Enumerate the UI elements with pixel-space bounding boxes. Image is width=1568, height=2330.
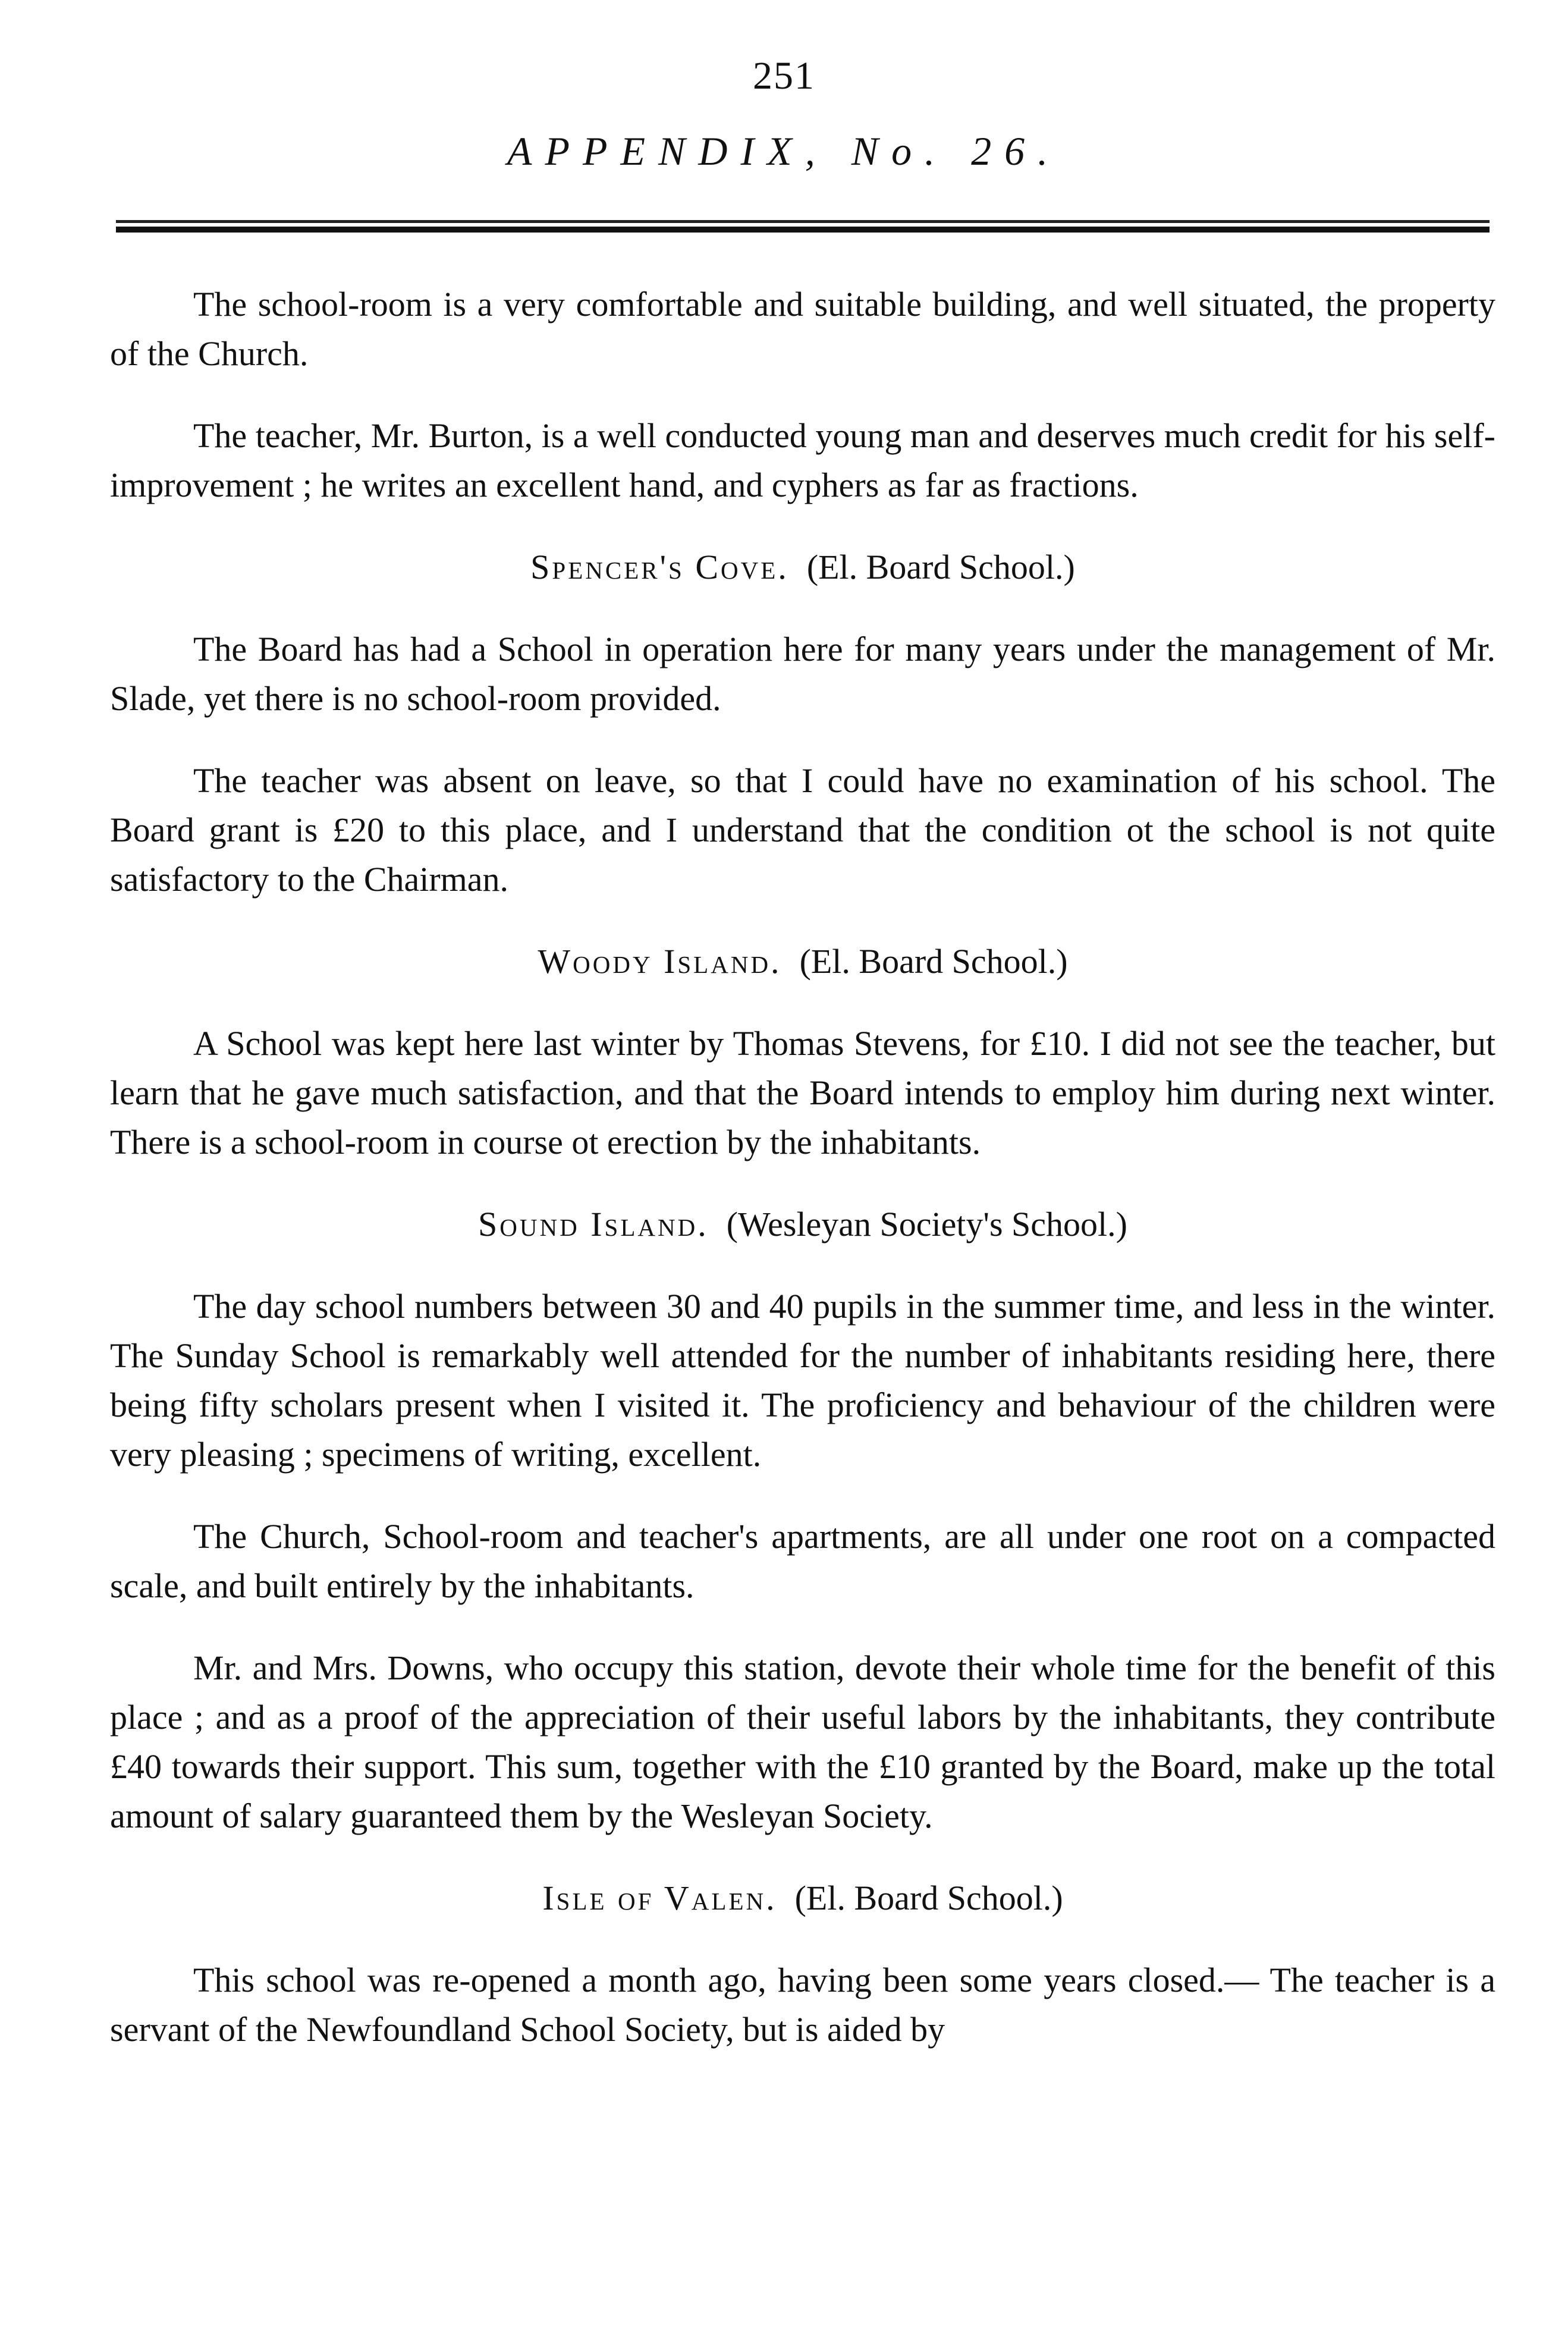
page-number: 251 <box>753 54 815 98</box>
heading-place: Sound Island. <box>478 1205 709 1243</box>
paragraph-church-school-room: The Church, School-room and teacher's apartments, are all under one root on a compacted scale, and built entirely by the inhabitants. <box>110 1517 1495 1605</box>
heading-school-type: (El. Board School.) <box>806 548 1075 586</box>
appendix-title: APPENDIX, No. 26. <box>507 128 1061 174</box>
heading-school-type: (El. Board School.) <box>794 1879 1063 1917</box>
section-heading-isle-of-valen <box>110 1873 1495 1923</box>
heading-place: Isle of Valen. <box>542 1879 777 1917</box>
paragraph-teacher-absent: The teacher was absent on leave, so that I could have no examination of his school. The Board grant is £20 to this place, and I understand that the condition ot the school is not quite satisfactory to the Chairman. <box>110 761 1495 899</box>
heading-school-type: (El. Board School.) <box>799 942 1068 981</box>
section-heading-spencers-cove <box>110 542 1495 592</box>
paragraph-thomas-stevens: A School was kept here last winter by Thomas Stevens, for £10. I did not see the teacher, but learn that he gave much satisfaction, and that the Board intends to employ him during next winter. There is a school-room in course ot erection by the inhabitants. <box>110 1024 1495 1161</box>
paragraph-reopened: This school was re-opened a month ago, having been some years closed.— The teacher is a servant of the Newfoundland School Society, but is aided by <box>110 1961 1495 2049</box>
section-heading-woody-island <box>110 937 1495 986</box>
paragraph-teacher-burton: The teacher, Mr. Burton, is a well conducted young man and deserves much credit for his self-improvement ; he writes an excellent hand, and cyphers as far as fractions. <box>110 416 1495 504</box>
rule-thin-line <box>116 220 1490 223</box>
paragraph-school-room: The school-room is a very comfortable and suitable building, and well situated, the property of the Church. <box>110 285 1495 373</box>
rule-thick-line <box>116 227 1490 233</box>
heading-place: Spencer's Cove. <box>530 548 789 586</box>
paragraph-downs: Mr. and Mrs. Downs, who occupy this station, devote their whole time for the benefit of this place ; and as a proof of the appreciation of their useful labors by the inhabitants, they contribute £40 towards their support. This sum, together with the £10 granted by the Board, make up the total amount of salary guaranteed them by the Wesleyan Society. <box>110 1648 1495 1835</box>
section-heading-sound-island <box>110 1199 1495 1249</box>
header-rule <box>116 220 1490 233</box>
paragraph-day-school: The day school numbers between 30 and 40 pupils in the summer time, and less in the winter. The Sunday School is remarkably well attended for the number of inhabitants residing here, there being fifty scholars present when I visited it. The proficiency and behaviour of the children were very pleasing ; specimens of writing, excellent. <box>110 1287 1495 1474</box>
paragraph-board-school-slade: The Board has had a School in operation here for many years under the management of Mr. Slade, yet there is no school-room provided. <box>110 630 1495 718</box>
heading-school-type: (Wesleyan Society's School.) <box>726 1205 1127 1243</box>
heading-place: Woody Island. <box>538 942 782 981</box>
body-text <box>110 280 1495 2087</box>
